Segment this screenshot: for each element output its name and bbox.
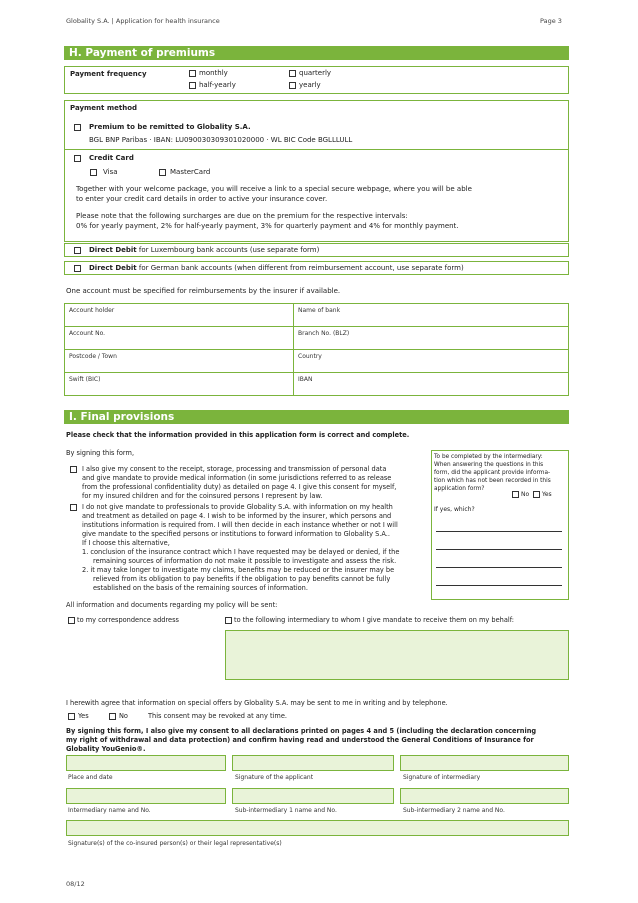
no-mandate-line: If I choose this alternative, <box>82 539 170 547</box>
card-info-line-1: Together with your welcome package, you will receive a link to a special secure webpage, where you will be able <box>76 185 472 193</box>
coinsured-signature-label: Signature(s) of the co-insured person(s) or their legal representative(s) <box>68 840 282 847</box>
answer-line[interactable] <box>436 585 562 586</box>
interm-line: When answering the questions in this <box>434 462 544 468</box>
offers-yes-checkbox[interactable] <box>68 713 75 720</box>
interm-line: To be completed by the intermediary: <box>434 454 543 460</box>
debit-lux-desc: for Luxembourg bank accounts (use separate form) <box>138 246 320 254</box>
debit-ger-text <box>89 264 464 273</box>
country-label: Country <box>298 353 322 360</box>
monthly-label: monthly <box>199 69 228 77</box>
special-offers-text: I herewith agree that information on special offers by Globality S.A. may be sent to me in writing and by telephone. <box>66 699 448 707</box>
no-mandate-line: remaining sources of information do not make it possible to investigate and assess the risk. <box>93 557 397 565</box>
visa-checkbox[interactable] <box>90 169 97 176</box>
country-field[interactable] <box>293 349 569 373</box>
bank-name-label: Name of bank <box>298 307 341 314</box>
mastercard-label: MasterCard <box>170 168 211 176</box>
branch-no-label: Branch No. (BLZ) <box>298 330 350 337</box>
by-signing-text: By signing this form, <box>66 449 135 457</box>
postcode-field[interactable] <box>64 349 294 373</box>
offers-yes-label: Yes <box>78 712 89 720</box>
divider <box>64 149 569 150</box>
debit-ger-desc: for German bank accounts (when different from reimbursement account, use separate form) <box>138 264 464 272</box>
answer-line[interactable] <box>436 549 562 550</box>
interm-line: tion which has not been recorded in this <box>434 478 551 484</box>
if-yes-label: If yes, which? <box>434 506 475 513</box>
applicant-signature-label: Signature of the applicant <box>235 774 314 781</box>
intermediary-signature-label: Signature of intermediary <box>403 774 481 781</box>
consent-checkbox[interactable] <box>70 466 77 473</box>
sub-intermediary-1-field[interactable] <box>232 788 394 804</box>
intermediary-signature-field[interactable] <box>400 755 569 771</box>
account-holder-label: Account holder <box>69 307 115 314</box>
no-mandate-line: I do not give mandate to professionals to provide Globality S.A. with information on my health <box>82 503 393 511</box>
iban-field[interactable] <box>293 372 569 396</box>
bank-name-field[interactable] <box>293 303 569 327</box>
mastercard-checkbox[interactable] <box>159 169 166 176</box>
account-no-field[interactable] <box>64 326 294 350</box>
consent-line: for my insured children and for the coinsured persons I represent by law. <box>82 492 323 500</box>
interm-no-checkbox[interactable] <box>512 491 519 498</box>
iban-label: IBAN <box>298 376 313 383</box>
bank-details: BGL BNP Paribas · IBAN: LU090030309301020000 · WL BIC Code BGLLLULL <box>89 136 353 144</box>
remit-label: Premium to be remitted to Globality S.A. <box>89 123 251 131</box>
debit-ger-bold: Direct Debit <box>89 264 137 272</box>
yearly-label: yearly <box>299 81 321 89</box>
no-mandate-line: established on the basis of the remaining sources of information. <box>93 584 308 592</box>
consent-line: I also give my consent to the receipt, storage, processing and transmission of personal data <box>82 465 387 473</box>
intermediary-checkbox[interactable] <box>225 617 232 624</box>
no-mandate-line: and treatment as detailed on page 4. I wish to be informed by the insurer, which persons and <box>82 512 392 520</box>
place-date-field[interactable] <box>66 755 226 771</box>
offers-no-checkbox[interactable] <box>109 713 116 720</box>
debit-ger-checkbox[interactable] <box>74 265 81 272</box>
section-i-title: I. Final provisions <box>64 410 569 424</box>
card-info-line-2: to enter your credit card details in order to active your insurance cover. <box>76 195 328 203</box>
intermediary-label: to the following intermediary to whom I give mandate to receive them on my behalf: <box>234 616 515 624</box>
sub-intermediary-2-field[interactable] <box>400 788 569 804</box>
intermediary-name-field[interactable] <box>66 788 226 804</box>
intermediary-address-field[interactable] <box>225 630 569 680</box>
offers-no-label: No <box>119 712 128 720</box>
coinsured-signature-field[interactable] <box>66 820 569 836</box>
remit-checkbox[interactable] <box>74 124 81 131</box>
intermediary-name-label: Intermediary name and No. <box>68 807 151 814</box>
sub-intermediary-1-label: Sub-intermediary 1 name and No. <box>235 807 337 814</box>
no-mandate-line: 2. it may take longer to investigate my claims, benefits may be reduced or the insurer may be <box>82 566 395 574</box>
surcharge-line-1: Please note that the following surcharges are due on the premium for the respective intervals: <box>76 212 408 220</box>
yearly-checkbox[interactable] <box>289 82 296 89</box>
swift-label: Swift (BIC) <box>69 376 101 383</box>
surcharge-line-2: 0% for yearly payment, 2% for half-yearly payment, 3% for quarterly payment and 4% for monthly payment. <box>76 222 459 230</box>
debit-lux-text <box>89 246 319 255</box>
answer-line[interactable] <box>436 567 562 568</box>
no-mandate-checkbox[interactable] <box>70 504 77 511</box>
check-info-note: Please check that the information provided in this application form is correct and complete. <box>66 431 410 439</box>
account-holder-field[interactable] <box>64 303 294 327</box>
docs-sent-label: All information and documents regarding my policy will be sent: <box>66 601 278 609</box>
applicant-signature-field[interactable] <box>232 755 394 771</box>
place-date-label: Place and date <box>68 774 113 781</box>
document-header: Globality S.A. | Application for health insurance <box>66 17 220 25</box>
interm-no-label: No <box>521 491 530 498</box>
credit-card-label: Credit Card <box>89 154 134 162</box>
visa-label: Visa <box>103 168 118 176</box>
footer-date: 08/12 <box>66 880 85 888</box>
final-declaration-line: my right of withdrawal and data protection) and confirm having read and understood the General Conditions of Insurance for <box>66 736 534 744</box>
page-number: Page 3 <box>540 17 562 25</box>
quarterly-checkbox[interactable] <box>289 70 296 77</box>
sub-intermediary-2-label: Sub-intermediary 2 name and No. <box>403 807 505 814</box>
swift-field[interactable] <box>64 372 294 396</box>
payment-method-label: Payment method <box>70 104 138 112</box>
branch-no-field[interactable] <box>293 326 569 350</box>
debit-lux-bold: Direct Debit <box>89 246 137 254</box>
consent-line: from the professional confidentiality duty) as detailed on page 4. I give this consent for myself, <box>82 483 397 491</box>
consent-line: and give mandate to provide medical information (in some jurisdictions referred to as release <box>82 474 392 482</box>
correspondence-label: to my correspondence address <box>77 616 179 624</box>
payment-frequency-label: Payment frequency <box>70 70 147 78</box>
half-yearly-label: half-yearly <box>199 81 236 89</box>
no-mandate-line: relieved from its obligation to pay benefits if the obligation to pay benefits cannot be fully <box>93 575 391 583</box>
final-declaration-line: By signing this form, I also give my consent to all declarations printed on pages 4 and 5 (including the declaration concerning <box>66 727 537 735</box>
debit-lux-checkbox[interactable] <box>74 247 81 254</box>
no-mandate-line: institutions information is required from. I will then decide in each instance whether or not I will <box>82 521 398 529</box>
section-h-title: H. Payment of premiums <box>64 46 569 60</box>
consent-revoke-text: This consent may be revoked at any time. <box>148 712 287 720</box>
quarterly-label: quarterly <box>299 69 332 77</box>
credit-card-checkbox[interactable] <box>74 155 81 162</box>
monthly-checkbox[interactable] <box>189 70 196 77</box>
half-yearly-checkbox[interactable] <box>189 82 196 89</box>
interm-yes-label: Yes <box>542 491 552 498</box>
no-mandate-line: 1. conclusion of the insurance contract which I have requested may be delayed or denied, if the <box>82 548 400 556</box>
one-account-note: One account must be specified for reimbursements by the insurer if available. <box>66 287 341 295</box>
postcode-label: Postcode / Town <box>69 353 117 360</box>
correspondence-checkbox[interactable] <box>68 617 75 624</box>
answer-line[interactable] <box>436 531 562 532</box>
interm-line: form, did the applicant provide informa- <box>434 470 551 476</box>
interm-yes-checkbox[interactable] <box>533 491 540 498</box>
no-mandate-line: give mandate to the specified persons or institutions to forward information to Globality S.A.. <box>82 530 390 538</box>
interm-line: application form? <box>434 486 485 492</box>
account-no-label: Account No. <box>69 330 106 337</box>
final-declaration-line: Globality YouGenio®. <box>66 745 146 753</box>
